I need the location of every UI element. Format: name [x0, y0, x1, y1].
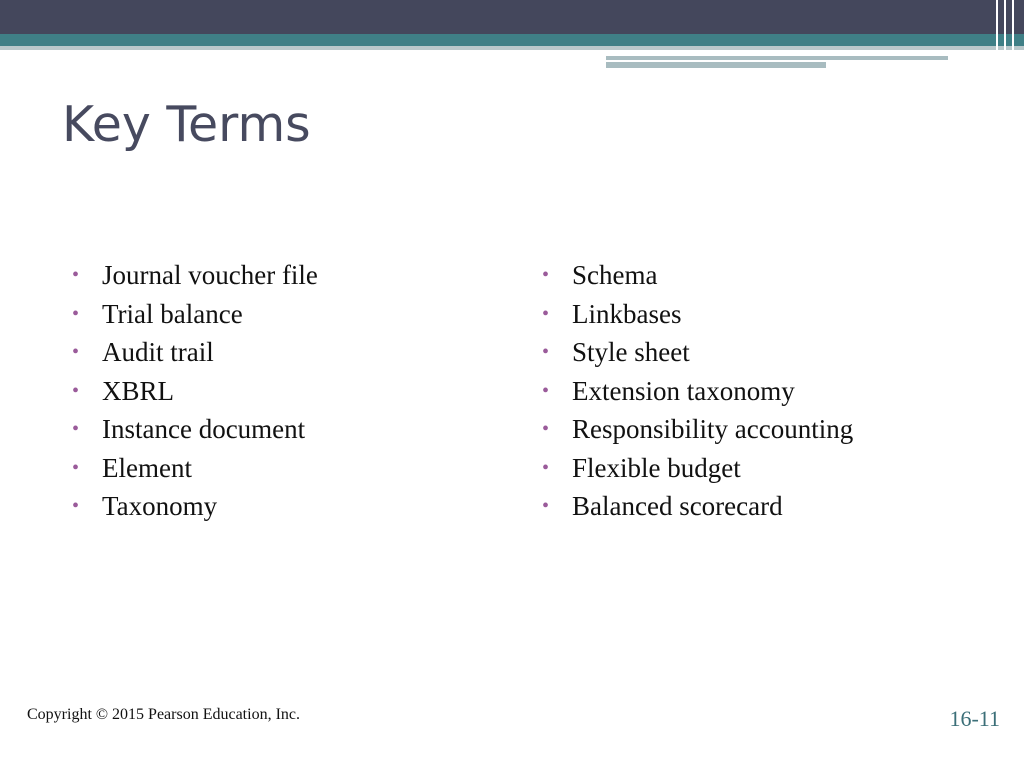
- term-list-item: [542, 256, 853, 295]
- term-text: Linkbases: [572, 298, 682, 329]
- term-text: Style sheet: [572, 337, 690, 367]
- bullet-icon: •: [72, 264, 80, 286]
- term-text: Element: [102, 452, 192, 483]
- term-list-item: [72, 449, 318, 488]
- bullet-icon: •: [72, 302, 80, 325]
- term-text: Balanced scorecard: [572, 491, 783, 521]
- copyright-notice: Copyright © 2015 Pearson Education, Inc.: [27, 706, 300, 723]
- term-text: Schema: [572, 260, 658, 290]
- term-list-item: [542, 487, 853, 526]
- term-list-item: [542, 295, 853, 334]
- term-text: Extension taxonomy: [572, 375, 795, 406]
- header-accent-line: [606, 56, 948, 60]
- term-list-item: [72, 295, 318, 334]
- slide-title: Key Terms: [62, 96, 311, 153]
- term-text: Journal voucher file: [102, 260, 318, 290]
- term-text: Flexible budget: [572, 452, 741, 483]
- bullet-icon: •: [72, 379, 80, 402]
- term-list-item: [542, 333, 853, 372]
- term-text: Audit trail: [102, 337, 214, 367]
- header-decoration: [0, 0, 1024, 34]
- term-text: Trial balance: [102, 298, 243, 329]
- term-text: Responsibility accounting: [572, 414, 854, 444]
- right-term-list: [542, 256, 853, 526]
- page-number: 16-11: [949, 706, 1000, 731]
- term-text: Instance document: [102, 414, 306, 444]
- header-band-dark: [0, 0, 1024, 34]
- header-stripe: [1004, 0, 1006, 68]
- bullet-icon: •: [542, 495, 550, 517]
- bullet-icon: •: [542, 264, 550, 286]
- bullet-icon: •: [542, 379, 550, 402]
- bullet-icon: •: [72, 418, 80, 440]
- term-text: XBRL: [102, 375, 175, 406]
- term-list-item: [72, 333, 318, 372]
- bullet-icon: •: [542, 302, 550, 325]
- bullet-icon: •: [542, 418, 550, 440]
- header-band-teal: [0, 34, 1024, 46]
- bullet-icon: •: [72, 341, 80, 363]
- header-stripe: [1012, 0, 1014, 68]
- bullet-icon: •: [542, 456, 550, 479]
- term-list-item: [542, 449, 853, 488]
- term-list-item: [72, 372, 318, 411]
- header-accent-line-short: [606, 62, 826, 68]
- term-text: Taxonomy: [102, 491, 218, 521]
- header-stripe: [996, 0, 998, 68]
- term-list-item: [542, 410, 853, 449]
- term-list-item: [542, 372, 853, 411]
- header-band-gray: [0, 46, 1024, 50]
- term-list-item: [72, 410, 318, 449]
- term-list-item: [72, 487, 318, 526]
- term-list-item: [72, 256, 318, 295]
- bullet-icon: •: [542, 341, 550, 363]
- bullet-icon: •: [72, 495, 80, 517]
- bullet-icon: •: [72, 456, 80, 479]
- left-term-list: [72, 256, 318, 526]
